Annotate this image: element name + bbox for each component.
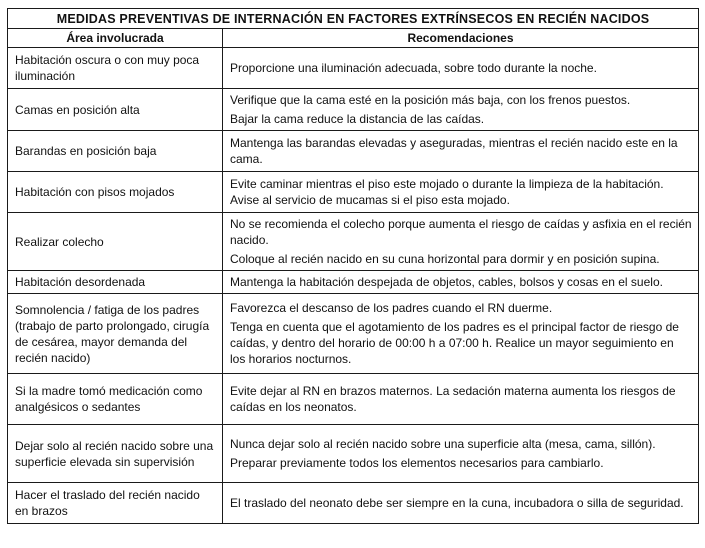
preventive-measures-table xyxy=(7,8,699,524)
recommendation-cell xyxy=(223,294,699,374)
table-row xyxy=(8,131,699,172)
recommendation-cell xyxy=(223,48,699,89)
area-cell: Realizar colecho xyxy=(8,213,223,271)
table-row xyxy=(8,48,699,89)
recommendation-text: Mantenga la habitación despejada de objetos, cables, bolsos y cosas en el suelo. xyxy=(230,275,663,289)
area-cell: Dejar solo al recién nacido sobre una superficie elevada sin supervisión xyxy=(8,425,223,483)
recommendation-text: Evite dejar al RN en brazos maternos. La sedación materna aumenta los riesgos de caídas en los neonatos. xyxy=(230,384,676,414)
recommendation-text: Tenga en cuenta que el agotamiento de los padres es el principal factor de riesgo de caídas, y dentro del horario de 00:00 h a 07:00 h. Realice un mayor seguimiento en los horarios nocturnos. xyxy=(230,320,679,366)
table-row xyxy=(8,172,699,213)
area-cell: Habitación con pisos mojados xyxy=(8,172,223,213)
area-cell: Habitación oscura o con muy poca iluminación xyxy=(8,48,223,89)
area-cell: Barandas en posición baja xyxy=(8,131,223,172)
table-row xyxy=(8,213,699,271)
recommendation-cell xyxy=(223,271,699,294)
column-header-recommendations: Recomendaciones xyxy=(223,29,699,48)
table-row xyxy=(8,271,699,294)
recommendation-text: Favorezca el descanso de los padres cuando el RN duerme. xyxy=(230,301,553,315)
table-row xyxy=(8,374,699,425)
table-row xyxy=(8,294,699,374)
recommendation-text: Bajar la cama reduce la distancia de las caídas. xyxy=(230,112,485,126)
table-title-row xyxy=(8,9,699,29)
recommendation-text: Verifique que la cama esté en la posición más baja, con los frenos puestos. xyxy=(230,93,631,107)
table-row xyxy=(8,425,699,483)
recommendation-text: Preparar previamente todos los elementos necesarios para cambiarlo. xyxy=(230,456,604,470)
recommendation-text: El traslado del neonato debe ser siempre en la cuna, incubadora o silla de seguridad. xyxy=(230,496,684,510)
area-cell: Habitación desordenada xyxy=(8,271,223,294)
table-header-row xyxy=(8,29,699,48)
area-cell: Si la madre tomó medicación como analgésicos o sedantes xyxy=(8,374,223,425)
recommendation-text: No se recomienda el colecho porque aumenta el riesgo de caídas y asfixia en el recién nacido. xyxy=(230,217,692,247)
area-cell: Hacer el traslado del recién nacido en brazos xyxy=(8,483,223,524)
table-row xyxy=(8,483,699,524)
recommendation-text: Mantenga las barandas elevadas y aseguradas, mientras el recién nacido este en la cama. xyxy=(230,136,678,166)
column-header-area: Área involucrada xyxy=(8,29,223,48)
recommendation-cell xyxy=(223,213,699,271)
table-body xyxy=(8,48,699,524)
recommendation-text: Evite caminar mientras el piso este mojado o durante la limpieza de la habitación. Avise al servicio de mucamas si el piso esta mojado. xyxy=(230,177,664,207)
recommendation-cell xyxy=(223,131,699,172)
table-row xyxy=(8,89,699,131)
recommendation-cell xyxy=(223,172,699,213)
recommendation-cell xyxy=(223,483,699,524)
recommendation-text: Nunca dejar solo al recién nacido sobre una superficie alta (mesa, cama, sillón). xyxy=(230,437,656,451)
recommendation-text: Proporcione una iluminación adecuada, sobre todo durante la noche. xyxy=(230,61,597,75)
area-cell: Camas en posición alta xyxy=(8,89,223,131)
recommendation-text: Coloque al recién nacido en su cuna horizontal para dormir y en posición supina. xyxy=(230,252,660,266)
table-title: MEDIDAS PREVENTIVAS DE INTERNACIÓN EN FACTORES EXTRÍNSECOS EN RECIÉN NACIDOS xyxy=(8,9,699,29)
recommendation-cell xyxy=(223,374,699,425)
area-cell: Somnolencia / fatiga de los padres (trabajo de parto prolongado, cirugía de cesárea, mayor demanda del recién nacido) xyxy=(8,294,223,374)
recommendation-cell xyxy=(223,425,699,483)
recommendation-cell xyxy=(223,89,699,131)
